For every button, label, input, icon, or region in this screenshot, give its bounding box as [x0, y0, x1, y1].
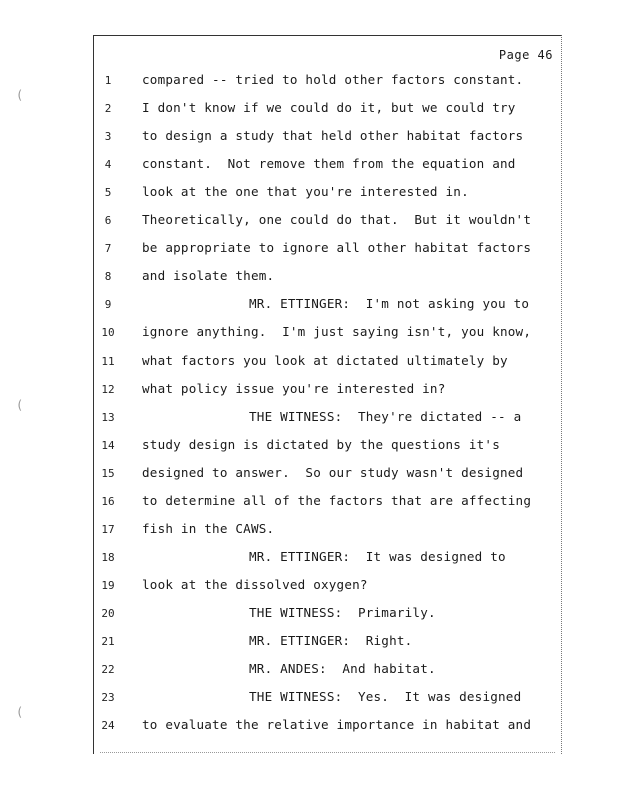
- line-number: 23: [101, 691, 115, 705]
- transcript-line: [94, 265, 561, 287]
- transcript-line: [94, 125, 561, 147]
- line-number: 6: [104, 214, 112, 228]
- transcript-line: [94, 574, 561, 596]
- line-text: to evaluate the relative importance in habitat and: [142, 717, 532, 733]
- transcript-line: [94, 518, 561, 540]
- line-text: to determine all of the factors that are affecting: [142, 492, 532, 508]
- transcript-line: [94, 378, 561, 400]
- line-text: Theoretically, one could do that. But it wouldn't: [142, 212, 532, 228]
- line-number: 10: [101, 326, 115, 340]
- transcript-page: [93, 35, 562, 754]
- line-number: 11: [101, 354, 115, 368]
- transcript-line: [94, 658, 561, 680]
- line-number: 15: [101, 466, 115, 480]
- transcript-line: [94, 630, 561, 652]
- line-number: 12: [101, 382, 115, 396]
- line-number: 9: [104, 298, 112, 312]
- line-number: 4: [104, 158, 112, 172]
- line-text: designed to answer. So our study wasn't designed: [142, 464, 524, 480]
- transcript-line: [94, 462, 561, 484]
- line-text: MR. ANDES: And habitat.: [249, 661, 436, 677]
- transcript-line: [94, 321, 561, 343]
- line-text: what factors you look at dictated ultimately by: [142, 352, 508, 368]
- punch-hole-mark: (: [16, 705, 24, 719]
- line-text: ignore anything. I'm just saying isn't, you know,: [142, 324, 532, 340]
- line-text: MR. ETTINGER: I'm not asking you to: [249, 296, 530, 312]
- line-number: 20: [101, 606, 115, 620]
- line-text: THE WITNESS: Yes. It was designed: [249, 689, 522, 705]
- line-text: MR. ETTINGER: Right.: [249, 633, 413, 648]
- line-number: 2: [104, 102, 112, 116]
- transcript-line: [94, 490, 561, 512]
- line-text: fish in the CAWS.: [142, 520, 275, 536]
- line-number: 3: [104, 130, 112, 144]
- transcript-line: [94, 69, 561, 91]
- transcript-line: [94, 602, 561, 624]
- line-number: 8: [104, 270, 112, 284]
- line-number: 24: [101, 719, 115, 733]
- punch-hole-mark: (: [16, 398, 24, 412]
- line-number: 5: [104, 186, 112, 200]
- transcript-line: [94, 237, 561, 259]
- line-text: constant. Not remove them from the equation and: [142, 156, 516, 172]
- line-text: look at the one that you're interested in.: [142, 184, 469, 200]
- punch-hole-mark: (: [16, 88, 24, 102]
- transcript-line: [94, 209, 561, 231]
- line-number: 19: [101, 578, 115, 592]
- line-number: 14: [101, 438, 115, 452]
- line-text: to design a study that held other habitat factors: [142, 128, 524, 144]
- line-text: what policy issue you're interested in?: [142, 380, 446, 396]
- transcript-line: [94, 181, 561, 203]
- transcript-line: [94, 153, 561, 175]
- line-text: THE WITNESS: Primarily.: [249, 604, 436, 620]
- line-number: 22: [101, 663, 115, 677]
- line-number: 1: [104, 74, 112, 87]
- line-text: study design is dictated by the questions it's: [142, 436, 500, 452]
- transcript-line: [94, 546, 561, 568]
- transcript-line: [94, 293, 561, 315]
- transcript-line: [94, 97, 561, 119]
- line-text: I don't know if we could do it, but we could try: [142, 100, 516, 116]
- line-text: MR. ETTINGER: It was designed to: [249, 548, 506, 564]
- line-number: 16: [101, 494, 115, 508]
- transcript-line: [94, 406, 561, 428]
- transcript-line: [94, 714, 561, 736]
- line-number: 13: [101, 410, 115, 424]
- line-text: THE WITNESS: They're dictated -- a: [249, 408, 522, 424]
- line-number: 17: [101, 522, 115, 536]
- transcript-line: [94, 686, 561, 708]
- line-text: be appropriate to ignore all other habitat factors: [142, 240, 532, 256]
- line-text: compared -- tried to hold other factors constant.: [142, 72, 524, 87]
- line-text: look at the dissolved oxygen?: [142, 576, 368, 592]
- line-text: and isolate them.: [142, 268, 275, 284]
- line-number: 21: [101, 635, 115, 648]
- page-number: Page 46: [498, 48, 553, 62]
- transcript-line: [94, 434, 561, 456]
- line-number: 18: [101, 550, 115, 564]
- footer-strip: [100, 752, 555, 757]
- line-number: 7: [104, 242, 112, 256]
- transcript-line: [94, 350, 561, 372]
